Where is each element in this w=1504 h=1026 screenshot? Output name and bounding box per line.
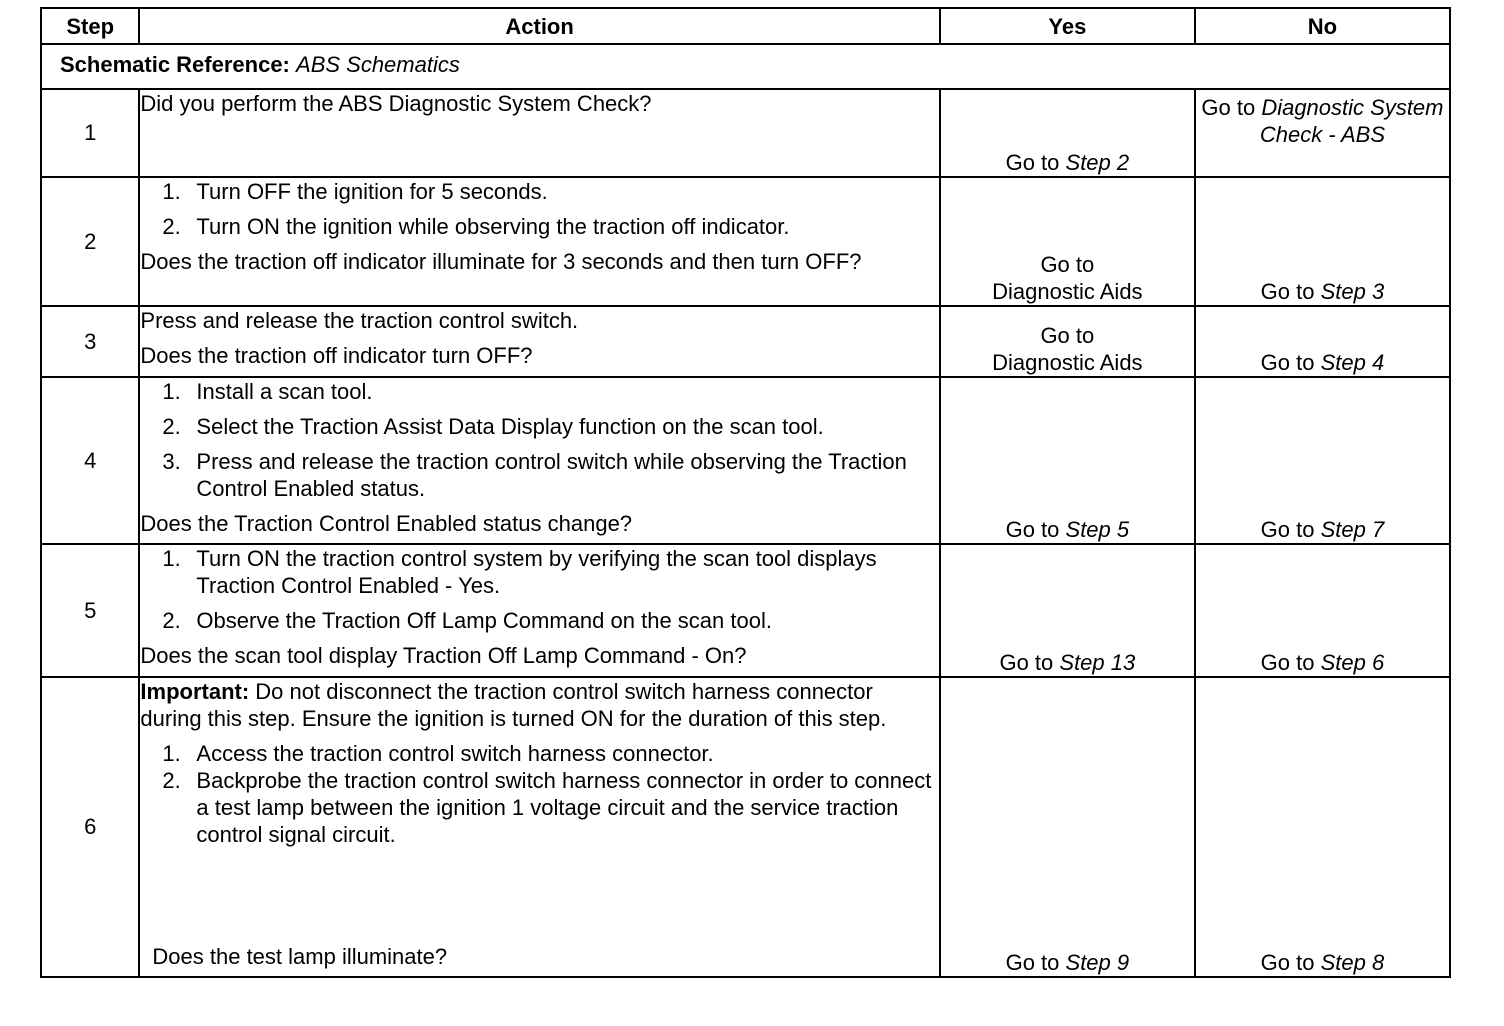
yes-link[interactable]: Step 9 <box>1065 950 1130 975</box>
no-prefix: Go to <box>1260 516 1315 542</box>
yes-link[interactable]: Step 2 <box>1065 150 1130 176</box>
yes-prefix: Go to <box>1005 516 1060 542</box>
table-row <box>41 177 1450 306</box>
list-item: 2. Select the Traction Assist Data Display function on the scan tool. <box>162 413 824 439</box>
no-prefix: Go to <box>1201 94 1256 120</box>
header-step: Step <box>41 8 139 44</box>
no-link[interactable]: Step 6 <box>1320 649 1385 675</box>
list-item: 2. Observe the Traction Off Lamp Command on the scan tool. <box>162 607 772 633</box>
substep-list <box>140 378 938 502</box>
no-link[interactable]: Step 4 <box>1320 349 1385 375</box>
no-cell <box>1195 306 1450 377</box>
yes-cell <box>940 306 1195 377</box>
action-cell <box>139 306 939 377</box>
substep-list <box>140 740 938 848</box>
yes-link[interactable]: Diagnostic Aids <box>992 279 1143 305</box>
step-number: 6 <box>41 677 139 977</box>
question: Does the scan tool display Traction Off Lamp Command - On? <box>140 642 747 668</box>
question: Does the traction off indicator illuminate for 3 seconds and then turn OFF? <box>140 249 862 275</box>
list-item: 1. Turn OFF the ignition for 5 seconds. <box>162 179 548 205</box>
yes-cell <box>940 89 1195 178</box>
substep-list <box>140 545 938 634</box>
action-cell <box>139 677 939 977</box>
no-prefix: Go to <box>1260 950 1315 975</box>
no-cell <box>1195 544 1450 677</box>
action-cell <box>139 89 939 178</box>
no-link[interactable]: Step 7 <box>1320 516 1385 542</box>
table-row <box>41 306 1450 377</box>
list-item: 3. Press and release the traction control switch while observing the Traction Control Enabled status. <box>162 448 907 501</box>
step-number: 4 <box>41 377 139 544</box>
header-no: No <box>1195 8 1450 44</box>
diagnostic-table-page <box>40 7 1451 978</box>
step-number: 5 <box>41 544 139 677</box>
yes-link[interactable]: Diagnostic Aids <box>992 349 1143 375</box>
no-cell <box>1195 677 1450 977</box>
no-prefix: Go to <box>1260 279 1315 305</box>
table-row <box>41 544 1450 677</box>
yes-cell <box>940 377 1195 544</box>
important-label: Important: <box>140 678 250 704</box>
no-cell <box>1195 177 1450 306</box>
yes-link[interactable]: Step 5 <box>1065 516 1130 542</box>
header-row <box>41 8 1450 44</box>
yes-link[interactable]: Step 13 <box>1059 649 1136 675</box>
schematic-link[interactable]: ABS Schematics <box>296 52 460 78</box>
instruction: Press and release the traction control switch. <box>140 308 579 334</box>
important-text: Do not disconnect the traction control switch harness connector during this step. Ensure the ignition is turned ON for the duration of this step. <box>140 678 887 731</box>
step-number: 2 <box>41 177 139 306</box>
step-number: 1 <box>41 89 139 178</box>
no-cell <box>1195 89 1450 178</box>
yes-cell <box>940 544 1195 677</box>
table-row <box>41 89 1450 178</box>
list-item: 2. Backprobe the traction control switch harness connector in order to connect a test lamp between the ignition 1 voltage circuit and the service traction control signal circuit. <box>162 767 932 847</box>
table-row <box>41 677 1450 977</box>
no-link[interactable]: Diagnostic System Check - ABS <box>1259 94 1444 147</box>
substep-list <box>140 178 938 240</box>
action-cell <box>139 377 939 544</box>
yes-cell <box>940 177 1195 306</box>
yes-prefix: Go to <box>1005 950 1060 975</box>
yes-prefix: Go to <box>1040 252 1095 278</box>
list-item: 2. Turn ON the ignition while observing the traction off indicator. <box>162 214 790 240</box>
no-link[interactable]: Step 8 <box>1320 950 1385 975</box>
header-action: Action <box>139 8 939 44</box>
yes-prefix: Go to <box>1040 322 1095 348</box>
no-cell <box>1195 377 1450 544</box>
list-item: 1. Install a scan tool. <box>162 378 373 404</box>
yes-prefix: Go to <box>999 649 1054 675</box>
header-yes: Yes <box>940 8 1195 44</box>
list-item: 1. Access the traction control switch harness connector. <box>162 740 714 766</box>
list-item: 1. Turn ON the traction control system by verifying the scan tool displays Traction Control Enabled - Yes. <box>162 545 877 598</box>
question: Does the traction off indicator turn OFF? <box>140 343 533 369</box>
step-number: 3 <box>41 306 139 377</box>
no-prefix: Go to <box>1260 649 1315 675</box>
question: Did you perform the ABS Diagnostic System Check? <box>140 90 652 116</box>
diagnostic-table <box>40 7 1451 978</box>
action-cell <box>139 544 939 677</box>
no-prefix: Go to <box>1260 349 1315 375</box>
no-link[interactable]: Step 3 <box>1320 279 1385 305</box>
schematic-reference-row <box>41 44 1450 88</box>
yes-prefix: Go to <box>1005 150 1060 176</box>
table-row <box>41 377 1450 544</box>
action-cell <box>139 177 939 306</box>
yes-cell <box>940 677 1195 977</box>
schematic-reference <box>41 44 1450 88</box>
schematic-label: Schematic Reference: <box>60 52 290 78</box>
question: Does the test lamp illuminate? <box>152 944 448 969</box>
important-note <box>140 678 938 732</box>
question: Does the Traction Control Enabled status change? <box>140 510 633 536</box>
